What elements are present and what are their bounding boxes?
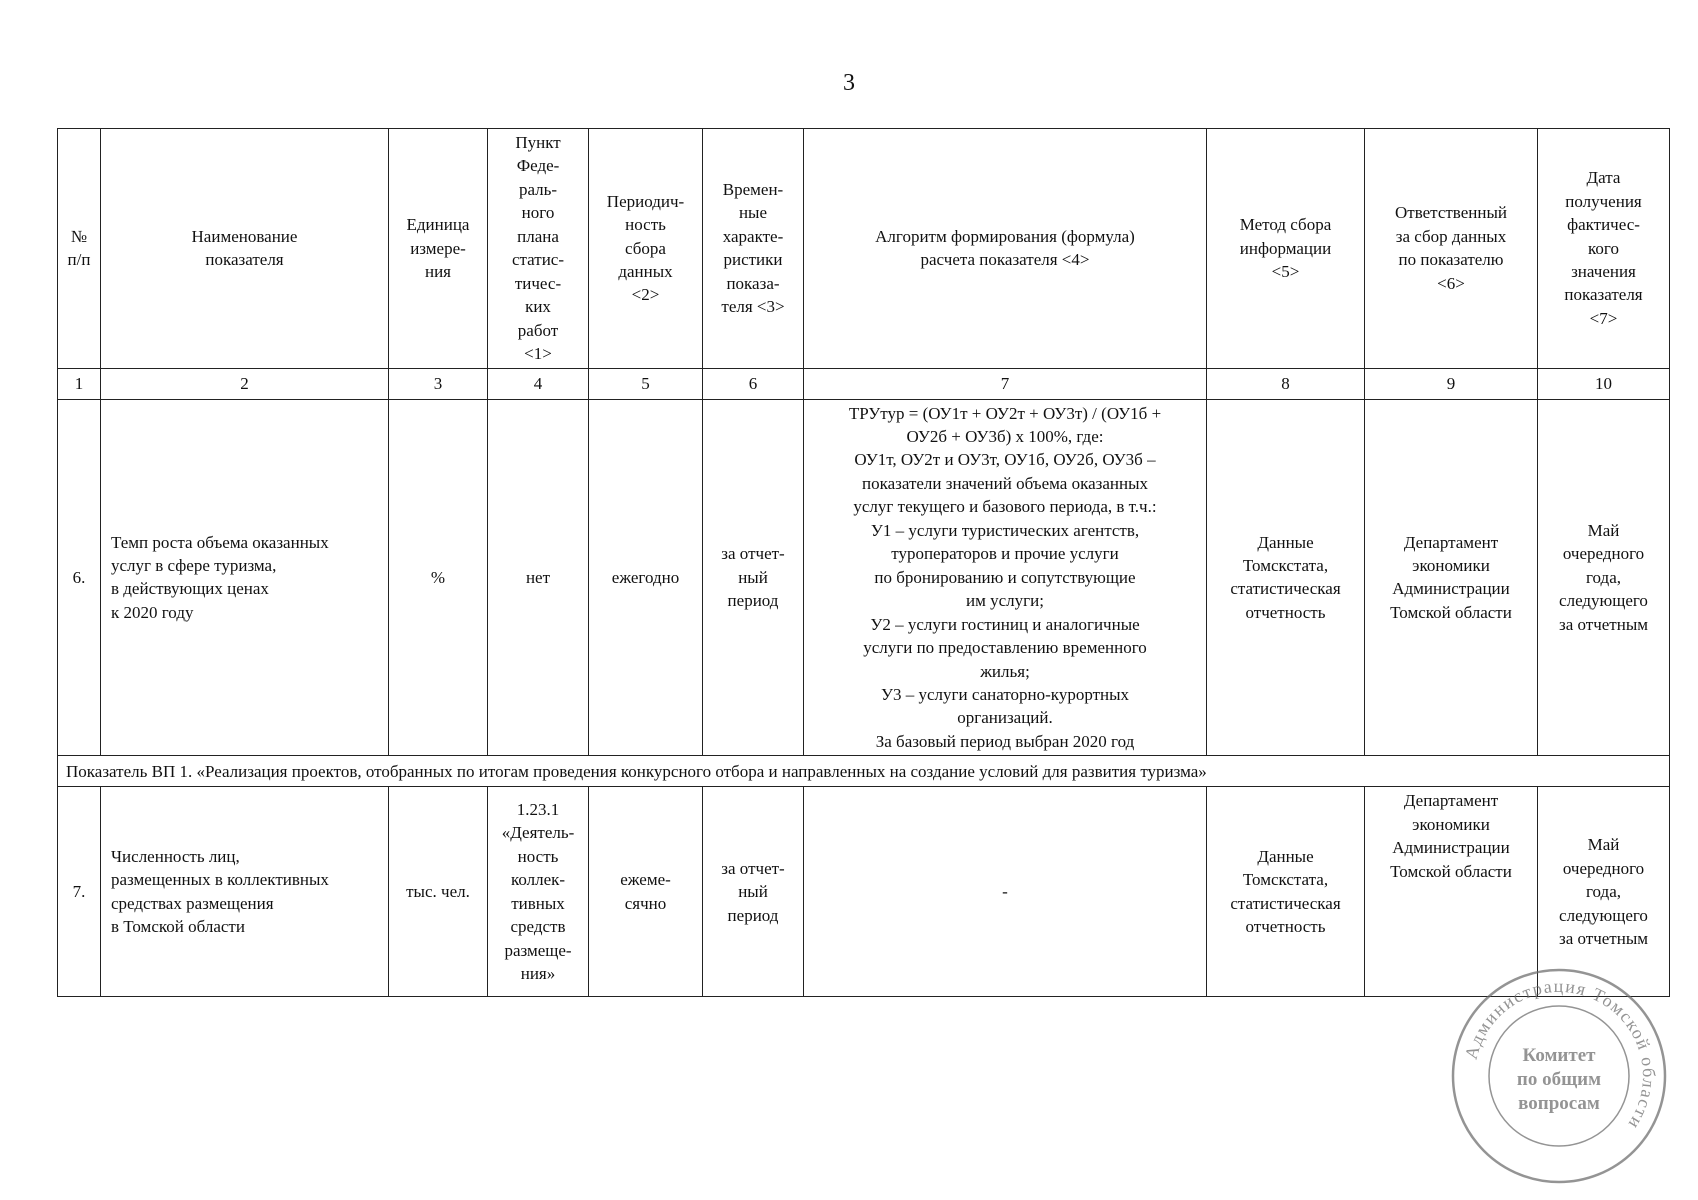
row7-periodicity: ежеме- сячно: [589, 787, 703, 997]
table-row-6: [58, 399, 1670, 756]
section-title: Показатель ВП 1. «Реализация проектов, отобранных по итогам проведения конкурсного отбора и направленных на создание условий для развития туризма»: [58, 756, 1670, 787]
row6-num: 6.: [58, 399, 101, 756]
row7-time-characteristics: за отчет- ный период: [703, 787, 804, 997]
header-cell-responsible: Ответственный за сбор данных по показателю <6>: [1365, 129, 1538, 369]
official-stamp: [1448, 965, 1670, 1187]
section-row: [58, 756, 1670, 787]
row6-name: Темп роста объема оказанных услуг в сфере туризма, в действующих ценах к 2020 году: [101, 399, 389, 756]
header-cell-date: Дата получения фактичес- кого значения показателя <7>: [1538, 129, 1670, 369]
row7-date: Май очередного года, следующего за отчетным: [1538, 787, 1670, 997]
column-number: 2: [101, 368, 389, 399]
header-cell-periodicity: Периодич- ность сбора данных <2>: [589, 129, 703, 369]
column-number: 10: [1538, 368, 1670, 399]
stamp-seal-icon: [1448, 965, 1670, 1187]
header-cell-formula: Алгоритм формирования (формула) расчета показателя <4>: [804, 129, 1207, 369]
page-number: 3: [843, 70, 855, 96]
header-row: [58, 129, 1670, 369]
row6-formula: ТРУтур = (ОУ1т + ОУ2т + ОУ3т) / (ОУ1б + ОУ2б + ОУ3б) x 100%, где: ОУ1т, ОУ2т и ОУ3т, ОУ1б, ОУ2б, ОУ3б – показатели значений объема оказанных услуг текущего и базового периода, в т.ч.: У1 – услуги туристических агентств, туроператоров и прочие услуги по бронированию и сопутствующие им услуги; У2 – услуги гостиниц и аналогичные услуги по предоставлению временного жилья; У3 – услуги санаторно-курортных организаций. За базовый период выбран 2020 год: [804, 399, 1207, 756]
column-number: 5: [589, 368, 703, 399]
column-number: 4: [488, 368, 589, 399]
row6-date: Май очередного года, следующего за отчетным: [1538, 399, 1670, 756]
stamp-ring-text: Администрация Томской области: [1460, 975, 1660, 1134]
row6-method: Данные Томскстата, статистическая отчетность: [1207, 399, 1365, 756]
table-row-7: [58, 787, 1670, 997]
row7-unit: тыс. чел.: [389, 787, 488, 997]
row6-plan-item: нет: [488, 399, 589, 756]
row7-plan-item: 1.23.1 «Деятель- ность коллек- тивных средств размеще- ния»: [488, 787, 589, 997]
row7-num: 7.: [58, 787, 101, 997]
column-number-row: [58, 368, 1670, 399]
indicators-table: [57, 128, 1670, 997]
row7-name: Численность лиц, размещенных в коллективных средствах размещения в Томской области: [101, 787, 389, 997]
row6-responsible: Департамент экономики Администрации Томской области: [1365, 399, 1538, 756]
column-number: 3: [389, 368, 488, 399]
header-cell-plan-item: Пункт Феде- раль- ного плана статис- тичес- ких работ <1>: [488, 129, 589, 369]
stamp-center-line-1: Комитет: [1522, 1045, 1596, 1066]
row6-time-characteristics: за отчет- ный период: [703, 399, 804, 756]
column-number: 1: [58, 368, 101, 399]
row6-periodicity: ежегодно: [589, 399, 703, 756]
column-number: 6: [703, 368, 804, 399]
stamp-center-line-2: по общим: [1516, 1069, 1602, 1090]
header-cell-unit: Единица измере- ния: [389, 129, 488, 369]
column-number: 9: [1365, 368, 1538, 399]
row7-responsible: Департамент экономики Администрации Томской области: [1365, 787, 1538, 997]
row7-formula: -: [804, 787, 1207, 997]
column-number: 8: [1207, 368, 1365, 399]
header-cell-method: Метод сбора информации <5>: [1207, 129, 1365, 369]
column-number: 7: [804, 368, 1207, 399]
row7-method: Данные Томскстата, статистическая отчетность: [1207, 787, 1365, 997]
header-cell-name: Наименование показателя: [101, 129, 389, 369]
header-cell-time-characteristics: Времен- ные характе- ристики показа- теля <3>: [703, 129, 804, 369]
row6-unit: %: [389, 399, 488, 756]
stamp-center-line-3: вопросам: [1518, 1093, 1600, 1114]
header-cell-num: № п/п: [58, 129, 101, 369]
